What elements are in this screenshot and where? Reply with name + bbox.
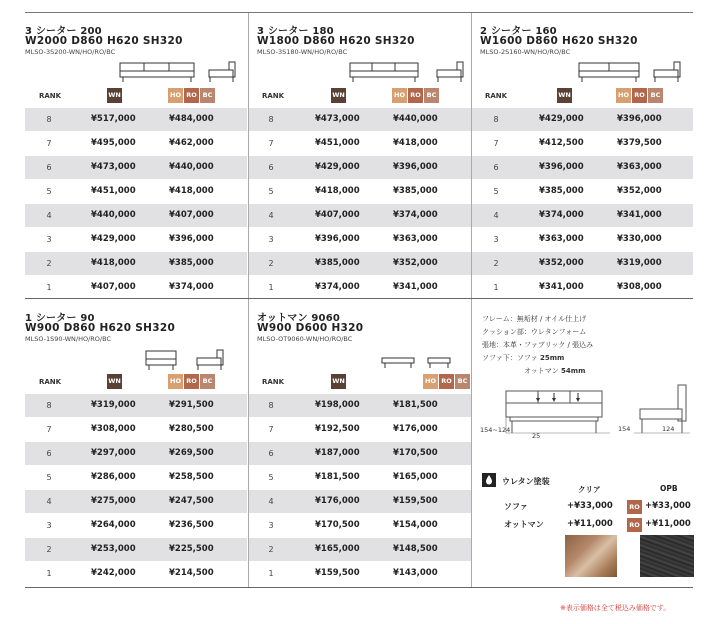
rank-cell: 5 xyxy=(46,187,52,196)
table-row xyxy=(472,252,693,276)
price-wn: ¥385,000 xyxy=(315,258,360,268)
ro-swatch: RO xyxy=(408,88,423,103)
model-dims: W2000 D860 H620 SH320 xyxy=(25,35,183,47)
rank-cell: 6 xyxy=(268,163,274,172)
dim-label-side-right: 124 xyxy=(662,425,675,433)
spec-frame: フレーム：無垢材 / オイル仕上げ xyxy=(482,315,587,323)
dim-label-left: 154~124 xyxy=(480,426,511,434)
price-wn: ¥286,000 xyxy=(91,472,136,482)
price-wn: ¥187,000 xyxy=(315,448,360,458)
rank-cell: 3 xyxy=(493,235,499,244)
coating-opb-price: +¥33,000 xyxy=(645,501,691,511)
price-other: ¥214,500 xyxy=(169,568,214,578)
table-header xyxy=(249,84,471,108)
price-other: ¥159,500 xyxy=(393,496,438,506)
coating-opb-price: +¥11,000 xyxy=(645,519,691,529)
price-other: ¥269,500 xyxy=(169,448,214,458)
price-other: ¥236,500 xyxy=(169,520,214,530)
rank-cell: 7 xyxy=(493,139,499,148)
rank-cell: 8 xyxy=(493,115,499,124)
price-other: ¥407,000 xyxy=(169,210,214,220)
rank-cell: 4 xyxy=(268,211,274,220)
price-wn: ¥440,000 xyxy=(91,210,136,220)
rank-cell: 2 xyxy=(268,259,274,268)
clear-wood-sample xyxy=(565,535,617,577)
sofa-front-icon xyxy=(578,61,640,83)
table-row xyxy=(249,442,471,466)
wn-swatch: WN xyxy=(557,88,572,103)
model-block-3s200 xyxy=(25,12,247,298)
table-row xyxy=(472,204,693,228)
table-row xyxy=(25,132,247,156)
price-other: ¥379,500 xyxy=(617,138,662,148)
rank-cell: 1 xyxy=(493,283,499,292)
price-wn: ¥412,500 xyxy=(539,138,584,148)
table-row xyxy=(249,156,471,180)
price-other: ¥291,500 xyxy=(169,400,214,410)
rank-cell: 3 xyxy=(268,521,274,530)
price-wn: ¥418,000 xyxy=(315,186,360,196)
rank-cell: 5 xyxy=(268,473,274,482)
model-code: MLSO-3S180-WN/HO/RO/BC xyxy=(257,48,348,56)
ro-swatch: RO xyxy=(184,88,199,103)
price-other: ¥170,500 xyxy=(393,448,438,458)
price-other: ¥440,000 xyxy=(169,162,214,172)
table-row xyxy=(472,132,693,156)
price-wn: ¥308,000 xyxy=(91,424,136,434)
model-dims: W1800 D860 H620 SH320 xyxy=(257,35,415,47)
wn-swatch: WN xyxy=(107,88,122,103)
table-row xyxy=(249,466,471,490)
spec-panel xyxy=(472,299,693,587)
model-title: 1 シーター 90 xyxy=(25,313,95,324)
rank-cell: 4 xyxy=(493,211,499,220)
rank-cell: 5 xyxy=(268,187,274,196)
ho-swatch: HO xyxy=(392,88,407,103)
rank-cell: 8 xyxy=(268,401,274,410)
opb-wood-sample xyxy=(640,535,694,577)
model-title: オットマン 9060 xyxy=(257,313,341,324)
rank-cell: 2 xyxy=(268,545,274,554)
price-other: ¥396,000 xyxy=(169,234,214,244)
price-wn: ¥253,000 xyxy=(91,544,136,554)
price-other: ¥396,000 xyxy=(617,114,662,124)
sofa-side-icon xyxy=(207,61,237,83)
table-row xyxy=(25,276,247,300)
table-row xyxy=(25,466,247,490)
price-other: ¥181,500 xyxy=(393,400,438,410)
spec-clearance-sofa xyxy=(482,353,564,363)
rank-cell: 4 xyxy=(268,497,274,506)
model-code: MLSO-OT9060-WN/HO/RO/BC xyxy=(257,335,353,343)
col-opb-header: OPB xyxy=(660,484,678,493)
price-wn: ¥396,000 xyxy=(315,234,360,244)
bc-swatch: BC xyxy=(200,374,215,389)
model-dims: W1600 D860 H620 SH320 xyxy=(480,35,638,47)
spec-clearance-sofa-value: 25mm xyxy=(539,354,565,362)
table-row xyxy=(249,252,471,276)
spec-clearance-ottoman-label: オットマン xyxy=(524,367,559,375)
price-wn: ¥319,000 xyxy=(91,400,136,410)
spec-clearance-sofa-label: ソファ下：ソファ xyxy=(482,354,538,362)
price-wn: ¥429,000 xyxy=(539,114,584,124)
table-row xyxy=(25,514,247,538)
price-other: ¥341,000 xyxy=(393,282,438,292)
rank-cell: 1 xyxy=(46,569,52,578)
price-wn: ¥385,000 xyxy=(539,186,584,196)
coating-clear-price: +¥33,000 xyxy=(567,501,613,511)
price-other: ¥374,000 xyxy=(393,210,438,220)
sofa-front-icon xyxy=(349,61,419,83)
price-wn: ¥297,000 xyxy=(91,448,136,458)
rank-cell: 1 xyxy=(46,283,52,292)
price-other: ¥484,000 xyxy=(169,114,214,124)
price-other: ¥247,500 xyxy=(169,496,214,506)
rank-cell: 8 xyxy=(46,115,52,124)
table-row xyxy=(472,228,693,252)
rank-cell: 3 xyxy=(268,235,274,244)
model-block-3s180 xyxy=(249,12,471,298)
table-row xyxy=(25,538,247,562)
price-wn: ¥451,000 xyxy=(315,138,360,148)
rank-cell: 6 xyxy=(493,163,499,172)
table-row xyxy=(25,418,247,442)
rank-cell: 7 xyxy=(46,139,52,148)
bc-swatch: BC xyxy=(455,374,470,389)
sofa-side-icon xyxy=(195,349,225,371)
dim-label-mid: 25 xyxy=(532,432,541,440)
price-wn: ¥275,000 xyxy=(91,496,136,506)
rank-cell: 2 xyxy=(46,545,52,554)
wn-swatch: WN xyxy=(107,374,122,389)
col-clear-header: クリア xyxy=(578,485,601,494)
rank-cell: 1 xyxy=(268,283,274,292)
ro-swatch: RO xyxy=(184,374,199,389)
model-code: MLSO-3S200-WN/HO/RO/BC xyxy=(25,48,116,56)
table-row xyxy=(25,252,247,276)
table-row xyxy=(25,562,247,586)
table-row xyxy=(249,562,471,586)
price-wn: ¥170,500 xyxy=(315,520,360,530)
price-other: ¥352,000 xyxy=(617,186,662,196)
price-other: ¥154,000 xyxy=(393,520,438,530)
ho-swatch: HO xyxy=(616,88,631,103)
price-other: ¥418,000 xyxy=(393,138,438,148)
model-dims: W900 D860 H620 SH320 xyxy=(25,322,176,334)
price-other: ¥374,000 xyxy=(169,282,214,292)
price-other: ¥308,000 xyxy=(617,282,662,292)
price-other: ¥176,000 xyxy=(393,424,438,434)
price-other: ¥363,000 xyxy=(617,162,662,172)
price-other: ¥143,000 xyxy=(393,568,438,578)
dim-label-side-left: 154 xyxy=(618,425,631,433)
rank-header: RANK xyxy=(39,92,62,100)
model-title: 2 シーター 160 xyxy=(480,26,557,37)
price-wn: ¥429,000 xyxy=(315,162,360,172)
table-row xyxy=(249,180,471,204)
price-other: ¥352,000 xyxy=(393,258,438,268)
price-wn: ¥429,000 xyxy=(91,234,136,244)
price-other: ¥418,000 xyxy=(169,186,214,196)
price-wn: ¥264,000 xyxy=(91,520,136,530)
table-row xyxy=(249,538,471,562)
table-row xyxy=(25,490,247,514)
table-row xyxy=(472,156,693,180)
price-other: ¥462,000 xyxy=(169,138,214,148)
price-other: ¥385,000 xyxy=(169,258,214,268)
spec-clearance-ottoman xyxy=(524,366,585,376)
bc-swatch: BC xyxy=(424,88,439,103)
table-header xyxy=(25,84,247,108)
ro-tag: RO xyxy=(627,518,642,532)
price-other: ¥330,000 xyxy=(617,234,662,244)
coating-row-label: オットマン xyxy=(504,520,544,529)
model-block-ottoman xyxy=(249,299,471,587)
table-row xyxy=(249,514,471,538)
price-wn: ¥341,000 xyxy=(539,282,584,292)
spec-upholstery: 張地：本革・ファブリック / 張込み xyxy=(482,341,594,349)
table-row xyxy=(249,204,471,228)
price-other: ¥385,000 xyxy=(393,186,438,196)
rank-cell: 4 xyxy=(46,497,52,506)
price-wn: ¥165,000 xyxy=(315,544,360,554)
price-wn: ¥242,000 xyxy=(91,568,136,578)
table-row xyxy=(472,276,693,300)
model-block-2s160 xyxy=(472,12,693,298)
spec-clearance-ottoman-value: 54mm xyxy=(561,367,586,375)
model-code: MLSO-2S160-WN/HO/RO/BC xyxy=(480,48,571,56)
rank-cell: 3 xyxy=(46,235,52,244)
rank-cell: 5 xyxy=(493,187,499,196)
rank-cell: 2 xyxy=(493,259,499,268)
rank-cell: 1 xyxy=(268,569,274,578)
price-other: ¥363,000 xyxy=(393,234,438,244)
sofa-front-icon xyxy=(119,61,195,83)
spec-cushion: クッション部：ウレタンフォーム xyxy=(482,328,587,336)
price-wn: ¥473,000 xyxy=(91,162,136,172)
coating-title: ウレタン塗装 xyxy=(502,477,550,486)
ottoman-front-icon xyxy=(381,357,415,369)
price-wn: ¥176,000 xyxy=(315,496,360,506)
price-other: ¥319,000 xyxy=(617,258,662,268)
table-row xyxy=(249,276,471,300)
table-row xyxy=(472,108,693,132)
coating-clear-price: +¥11,000 xyxy=(567,519,613,529)
model-title: 3 シーター 200 xyxy=(25,26,102,37)
rank-cell: 8 xyxy=(268,115,274,124)
price-wn: ¥159,500 xyxy=(315,568,360,578)
price-other: ¥148,500 xyxy=(393,544,438,554)
table-row xyxy=(249,394,471,418)
rank-cell: 6 xyxy=(46,449,52,458)
price-other: ¥341,000 xyxy=(617,210,662,220)
price-other: ¥280,500 xyxy=(169,424,214,434)
rank-header: RANK xyxy=(262,92,285,100)
model-block-1s90 xyxy=(25,299,247,587)
rank-cell: 7 xyxy=(268,139,274,148)
table-row xyxy=(25,180,247,204)
sofa-dimension-diagram xyxy=(480,383,610,443)
model-code: MLSO-1S90-WN/HO/RO/BC xyxy=(25,335,111,343)
price-wn: ¥407,000 xyxy=(91,282,136,292)
table-header xyxy=(249,370,471,394)
wn-swatch: WN xyxy=(331,88,346,103)
table-row xyxy=(25,228,247,252)
price-wn: ¥192,500 xyxy=(315,424,360,434)
rank-cell: 7 xyxy=(46,425,52,434)
ho-swatch: HO xyxy=(168,374,183,389)
price-wn: ¥495,000 xyxy=(91,138,136,148)
table-row xyxy=(25,394,247,418)
price-wn: ¥418,000 xyxy=(91,258,136,268)
rank-cell: 2 xyxy=(46,259,52,268)
sofa-front-icon xyxy=(145,349,177,371)
sofa-side-icon xyxy=(435,61,465,83)
price-wn: ¥473,000 xyxy=(315,114,360,124)
rank-header: RANK xyxy=(262,378,285,386)
rank-header: RANK xyxy=(39,378,62,386)
price-wn: ¥352,000 xyxy=(539,258,584,268)
price-wn: ¥374,000 xyxy=(539,210,584,220)
price-wn: ¥396,000 xyxy=(539,162,584,172)
ho-swatch: HO xyxy=(423,374,438,389)
price-other: ¥258,500 xyxy=(169,472,214,482)
rank-cell: 3 xyxy=(46,521,52,530)
table-row xyxy=(25,108,247,132)
bc-swatch: BC xyxy=(200,88,215,103)
table-header xyxy=(25,370,247,394)
bc-swatch: BC xyxy=(648,88,663,103)
price-wn: ¥198,000 xyxy=(315,400,360,410)
coating-row-label: ソファ xyxy=(504,502,528,511)
drop-icon xyxy=(482,473,496,487)
table-row xyxy=(249,132,471,156)
model-title: 3 シーター 180 xyxy=(257,26,334,37)
table-row xyxy=(249,108,471,132)
price-other: ¥440,000 xyxy=(393,114,438,124)
price-wn: ¥363,000 xyxy=(539,234,584,244)
wn-swatch: WN xyxy=(331,374,346,389)
rank-cell: 5 xyxy=(46,473,52,482)
rank-cell: 6 xyxy=(268,449,274,458)
ro-swatch: RO xyxy=(632,88,647,103)
price-wn: ¥451,000 xyxy=(91,186,136,196)
ro-tag: RO xyxy=(627,500,642,514)
rank-cell: 6 xyxy=(46,163,52,172)
table-row xyxy=(25,156,247,180)
ho-swatch: HO xyxy=(168,88,183,103)
model-dims: W900 D600 H320 xyxy=(257,322,364,334)
rank-cell: 4 xyxy=(46,211,52,220)
sofa-side-icon xyxy=(652,61,682,83)
ro-swatch: RO xyxy=(439,374,454,389)
price-wn: ¥374,000 xyxy=(315,282,360,292)
urethane-coating-section xyxy=(472,471,693,581)
table-row xyxy=(249,490,471,514)
price-wn: ¥181,500 xyxy=(315,472,360,482)
price-wn: ¥407,000 xyxy=(315,210,360,220)
price-other: ¥225,500 xyxy=(169,544,214,554)
table-row xyxy=(25,204,247,228)
ottoman-side-icon xyxy=(427,357,451,369)
rank-cell: 7 xyxy=(268,425,274,434)
table-row xyxy=(249,228,471,252)
table-header xyxy=(472,84,693,108)
table-row xyxy=(25,442,247,466)
price-other: ¥165,000 xyxy=(393,472,438,482)
price-other: ¥396,000 xyxy=(393,162,438,172)
rank-header: RANK xyxy=(485,92,508,100)
price-wn: ¥517,000 xyxy=(91,114,136,124)
table-row xyxy=(472,180,693,204)
price-note: ※表示価格は全て税込み価格です。 xyxy=(560,604,671,612)
rank-cell: 8 xyxy=(46,401,52,410)
table-row xyxy=(249,418,471,442)
